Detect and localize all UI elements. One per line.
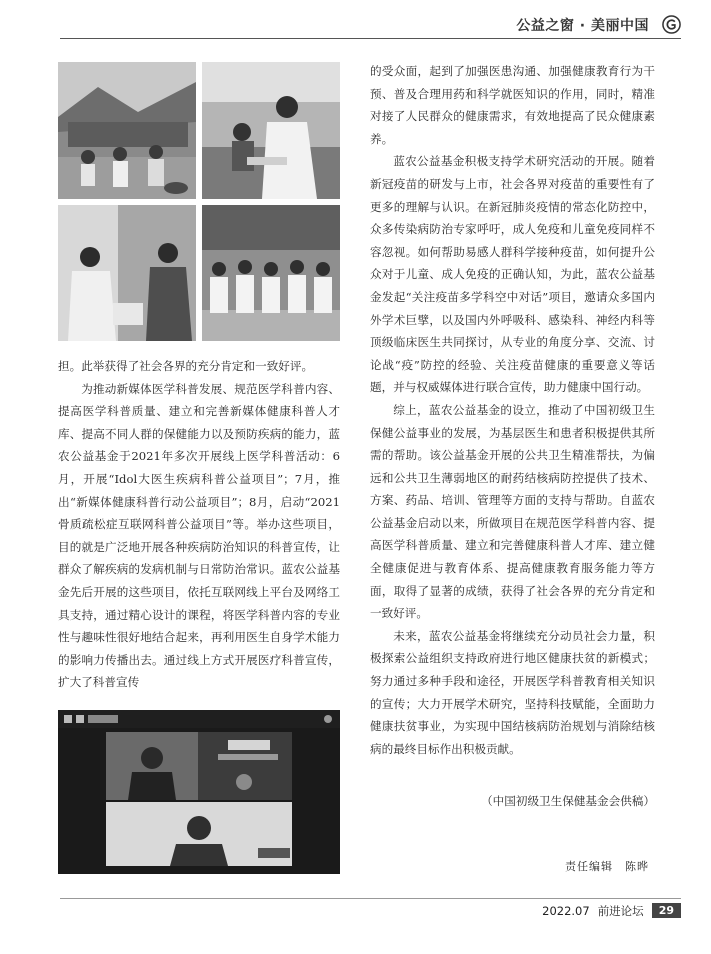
header-rule <box>60 38 681 39</box>
page-number: 29 <box>652 903 681 918</box>
page-footer <box>542 902 681 919</box>
magazine-name: 前进论坛 <box>597 903 644 918</box>
paragraph-continuation-right: 的受众面，起到了加强医患沟通、加强健康教育行为干预、普及合理用药和科学就医知识的作用，同时，精准对接了人民群众的健康需求，有效地提高了民众健康素养。 <box>370 64 655 146</box>
photo-consultation <box>58 205 196 341</box>
photo-online-lecture-screen <box>58 710 340 874</box>
magazine-logo-icon <box>662 15 681 34</box>
paragraph-new-media-science: 为推动新媒体医学科普发展、规范医学科普内容、提高医学科普质量、建立和完善新媒体健康科普人才库、提高不同人群的保健能力以及预防疾病的能力，蓝农公益基金于2021年多次开展线上医学科普活动：6月，开展“Idol大医生疾病科普公益项目”；7月，推出“新媒体健康科普行动公益项目”；8月，启动“2021骨质疏松症互联网科普公益项目”等。举办这些项目，目的就是广泛地开展各种疾病防治知识的科普宣传，让群众了解疾病的发病机制与日常防治常识。蓝农公益基金先后开展的这些项目，依托互联网线上平台及网络工具支持，通过精心设计的课程，将医学科普内容的专业性与趣味性很好地结合起来，再利用医生自身学术能力的影响力传播出去。通过线上方式开展医疗科普宣传，扩大了科普宣传 <box>58 381 340 690</box>
paragraph-academic-research: 蓝农公益基金积极支持学术研究活动的开展。随着新冠疫苗的研发与上市，社会各界对疫苗的重要性有了更多的理解与认识。在新冠肺炎疫情的常态化防控中，众多传染病防治专家呼吁，成人免疫和儿童免疫同样不容忽视。如何帮助易感人群科学接种疫苗，如何提升公众对于儿童、成人免疫的正确认知，为此，蓝农公益基金发起“关注疫苗多学科空中对话”项目，邀请众多国内外学术巨擘，以及国内外呼吸科、感染科、神经内科等顶级临床医生共同探讨，从专业的角度分享、交流、讨论战“疫”防控的经验、关注疫苗健康的重要意义等话题，并与权威媒体进行联合宣传，助力健康中国行动。 <box>370 154 655 395</box>
paragraph-summary: 综上，蓝农公益基金的设立，推动了中国初级卫生保健公益事业的发展，为基层医生和患者积极提供其所需的帮助。该公益基金开展的公共卫生精准帮扶，为偏远和公共卫生薄弱地区的耐药结核病防控提供了技术、方案、药品、培训、管理等方面的支持与帮助。自蓝农公益基金启动以来，所做项目在规范医学科普内容、提高医学科普质量、建立和完善健康科普人才库、建立健全健康促进与教育体系、提高健康教育服务能力等方面，取得了显著的成绩，获得了社会各界的充分肯定和一致好评。 <box>370 402 655 621</box>
paragraph-continuation: 担。此举获得了社会各界的充分肯定和一致好评。 <box>58 359 314 373</box>
photo-village-clinic <box>58 62 196 199</box>
issue-date: 2022.07 <box>542 903 590 918</box>
photo-volunteer-team <box>202 205 340 341</box>
footer-rule <box>60 898 681 899</box>
photo-doctor-child <box>202 62 340 199</box>
left-column <box>58 355 340 694</box>
responsible-editor: 责任编辑 陈晔 <box>565 860 649 873</box>
article-source: （中国初级卫生保健基金会供稿） <box>481 794 655 808</box>
right-column <box>370 60 655 760</box>
paragraph-future: 未来，蓝农公益基金将继续充分动员社会力量，积极探索公益组织支持政府进行地区健康扶贫的新模式；努力通过多种手段和途径，开展医学科普教育相关知识的宣传；大力开展学术研究，坚持科技赋能，全面助力健康扶贫事业，为实现中国结核病防治规划与消除结核病的最终目标作出积极贡献。 <box>370 628 655 756</box>
section-header: 公益之窗 · 美丽中国 <box>516 18 649 34</box>
